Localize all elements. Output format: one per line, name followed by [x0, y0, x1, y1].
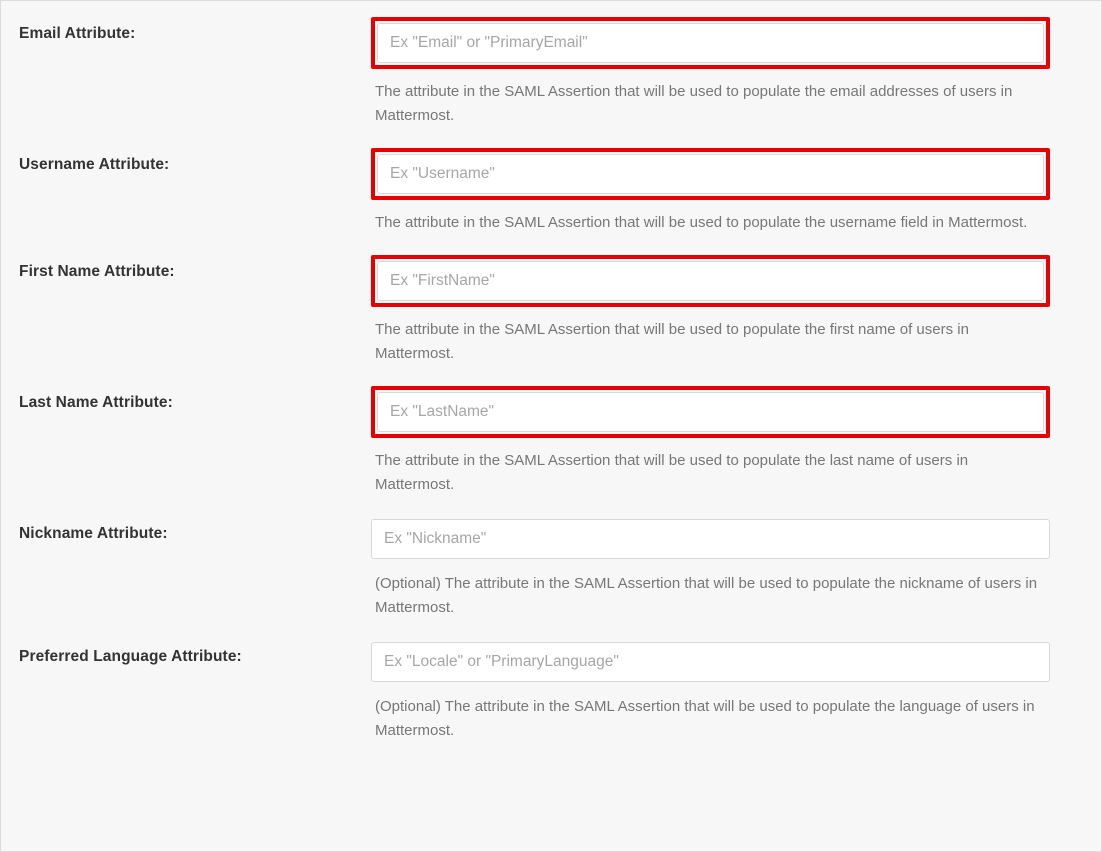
preferred-language-attribute-label: Preferred Language Attribute:: [19, 648, 242, 665]
username-attribute-highlight-box: [371, 148, 1050, 200]
first-name-attribute-highlight-box: [371, 255, 1050, 307]
preferred-language-attribute-input[interactable]: [371, 642, 1050, 682]
last-name-attribute-highlight-box: [371, 386, 1050, 438]
form-row-preferred-language-attribute: [1, 638, 1101, 761]
username-attribute-label: Username Attribute:: [19, 156, 170, 173]
label-cell-last-name-attribute: [19, 384, 371, 413]
email-attribute-label: Email Attribute:: [19, 25, 136, 42]
field-cell-first-name-attribute: [371, 253, 1090, 384]
first-name-attribute-label: First Name Attribute:: [19, 263, 175, 280]
email-attribute-help-text: The attribute in the SAML Assertion that will be used to populate the email addresses of users in Mattermost.: [375, 83, 1013, 124]
nickname-attribute-label: Nickname Attribute:: [19, 525, 168, 542]
form-row-email-attribute: [1, 1, 1101, 146]
form-row-nickname-attribute: [1, 515, 1101, 638]
nickname-attribute-input-wrapper: [371, 515, 1050, 563]
label-cell-first-name-attribute: [19, 253, 371, 282]
label-cell-username-attribute: [19, 146, 371, 175]
first-name-attribute-input[interactable]: [377, 261, 1044, 301]
nickname-attribute-input[interactable]: [371, 519, 1050, 559]
field-cell-username-attribute: [371, 146, 1090, 253]
preferred-language-attribute-help-text: (Optional) The attribute in the SAML Assertion that will be used to populate the language of users in Mattermost.: [375, 698, 1035, 739]
form-row-last-name-attribute: [1, 384, 1101, 515]
email-attribute-input[interactable]: [377, 23, 1044, 63]
label-cell-nickname-attribute: [19, 515, 371, 544]
username-attribute-help-text: The attribute in the SAML Assertion that will be used to populate the username field in Mattermost.: [375, 214, 1028, 231]
nickname-attribute-help-text: (Optional) The attribute in the SAML Assertion that will be used to populate the nickname of users in Mattermost.: [375, 575, 1038, 616]
field-cell-preferred-language-attribute: [371, 638, 1090, 761]
preferred-language-attribute-input-wrapper: [371, 638, 1050, 686]
email-attribute-highlight-box: [371, 17, 1050, 69]
field-cell-email-attribute: [371, 15, 1090, 146]
form-row-first-name-attribute: [1, 253, 1101, 384]
field-cell-last-name-attribute: [371, 384, 1090, 515]
field-cell-nickname-attribute: [371, 515, 1090, 638]
saml-attributes-form: [1, 1, 1101, 771]
last-name-attribute-label: Last Name Attribute:: [19, 394, 173, 411]
first-name-attribute-help-text: The attribute in the SAML Assertion that will be used to populate the first name of users in Mattermost.: [375, 321, 969, 362]
last-name-attribute-input[interactable]: [377, 392, 1044, 432]
last-name-attribute-help-text: The attribute in the SAML Assertion that will be used to populate the last name of users in Mattermost.: [375, 452, 969, 493]
username-attribute-input[interactable]: [377, 154, 1044, 194]
label-cell-email-attribute: [19, 15, 371, 44]
form-bottom-spacer: [1, 761, 1101, 771]
form-row-username-attribute: [1, 146, 1101, 253]
label-cell-preferred-language-attribute: [19, 638, 371, 667]
